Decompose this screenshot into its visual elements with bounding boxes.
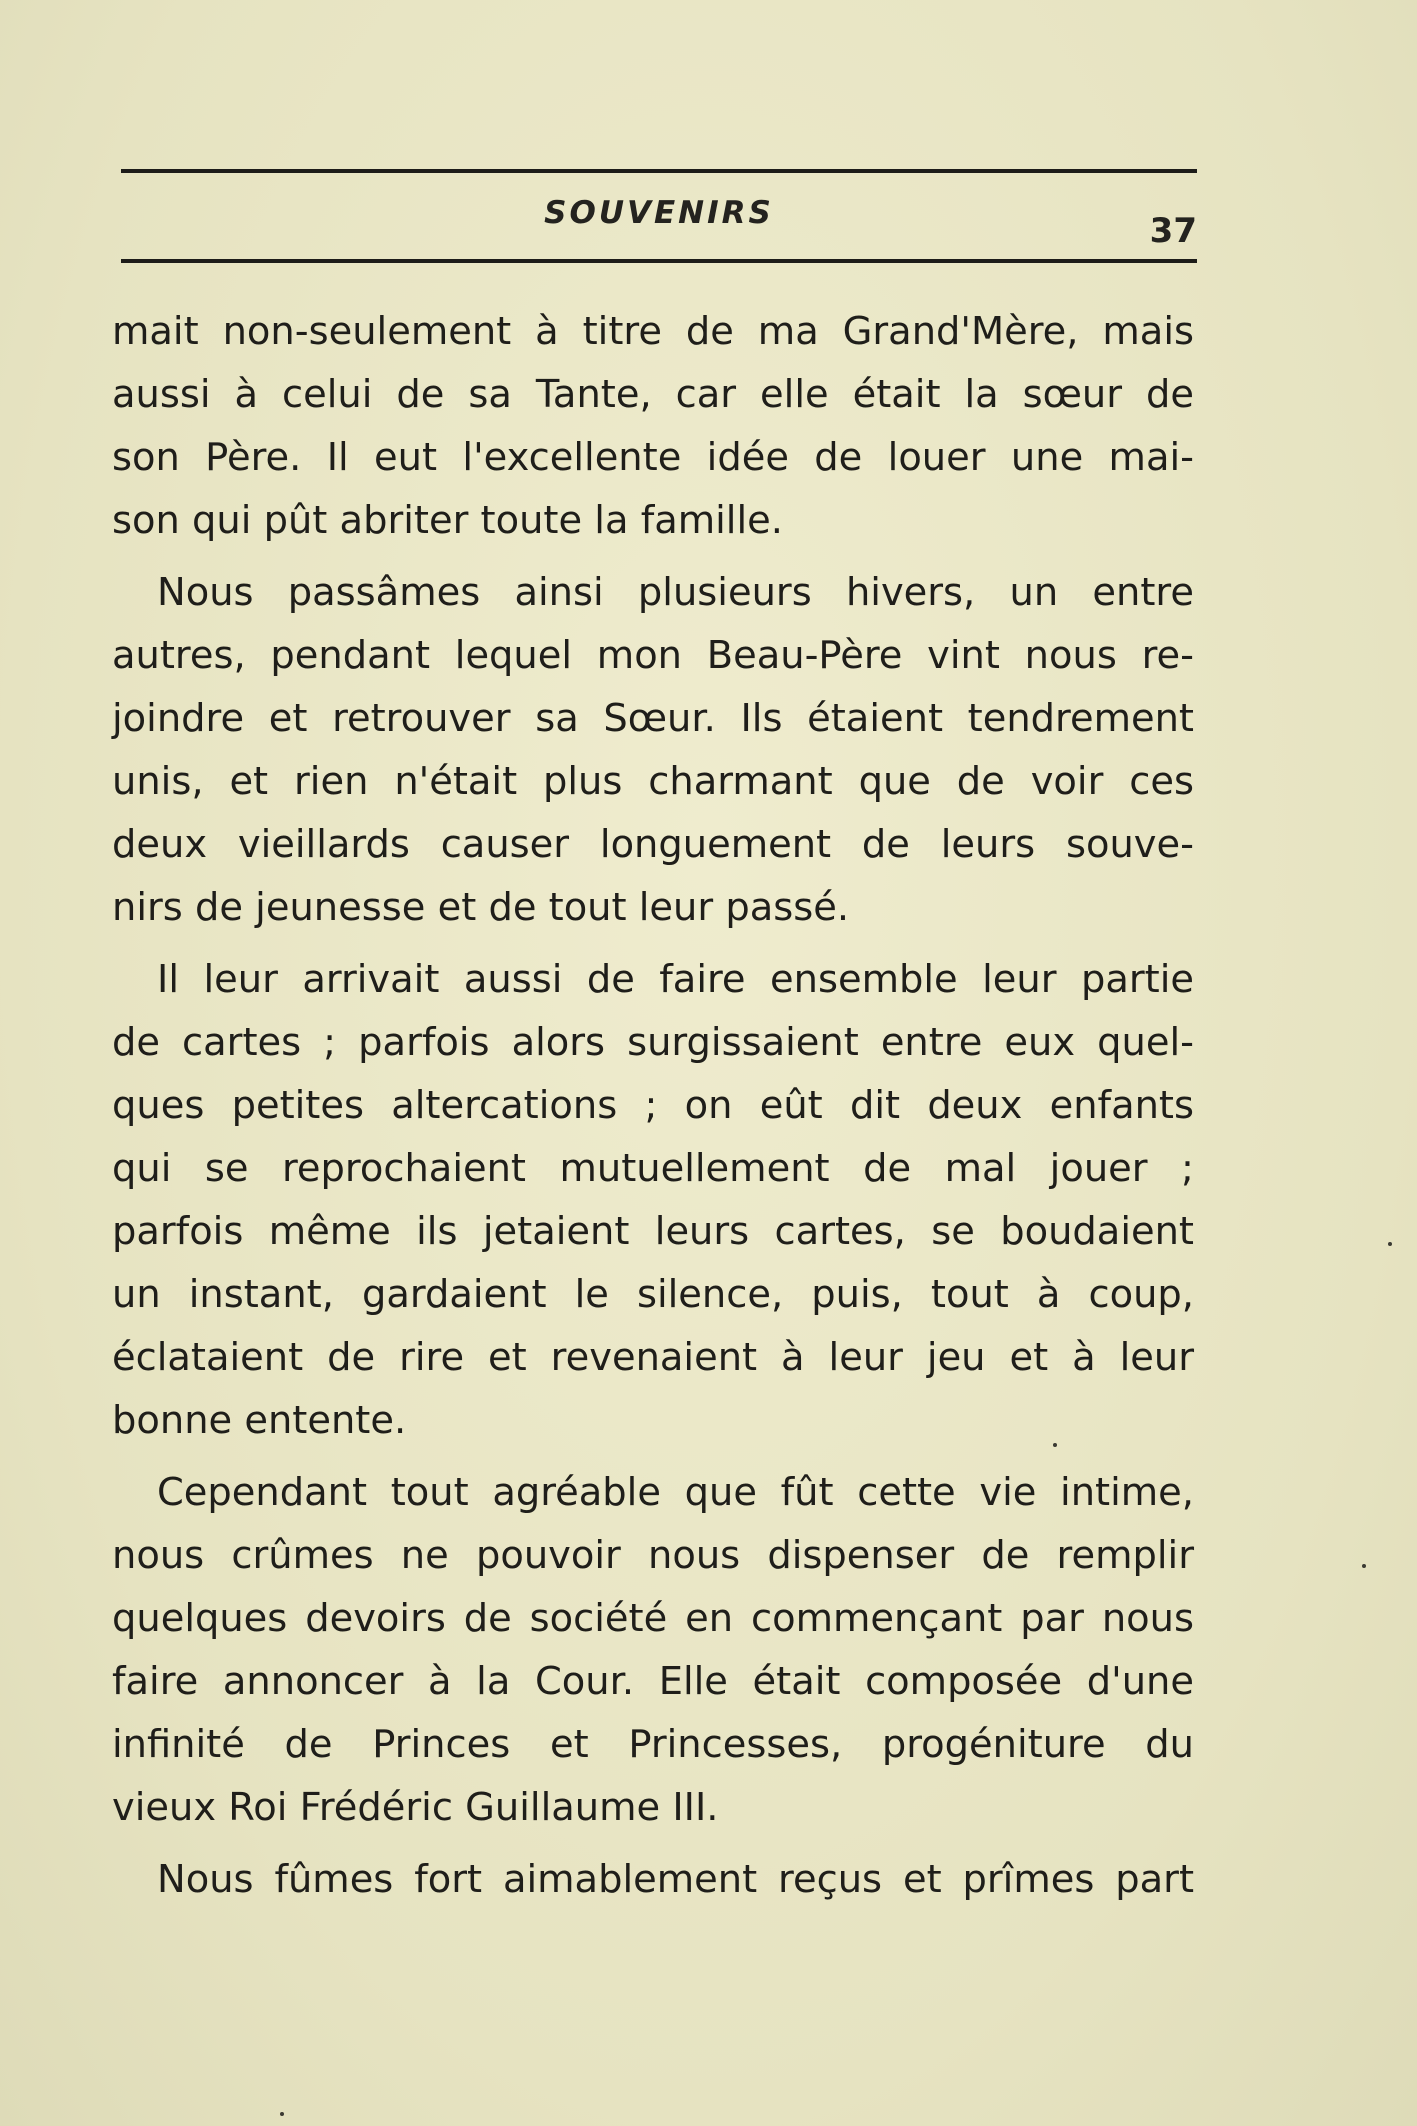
text-line: infinité de Princes et Princesses, progéniture du: [112, 1722, 1194, 1767]
text-line: Il leur arrivait aussi de faire ensemble leur partie: [157, 957, 1194, 1002]
text-line: son Père. Il eut l'excellente idée de louer une mai-: [112, 435, 1194, 480]
running-head: SOUVENIRS: [544, 195, 774, 231]
paper-speck: [1388, 1242, 1392, 1246]
text-line: vieux Roi Frédéric Guillaume III.: [112, 1785, 719, 1830]
text-line: joindre et retrouver sa Sœur. Ils étaient tendrement: [112, 696, 1194, 741]
text-line: faire annoncer à la Cour. Elle était composée d'une: [112, 1659, 1194, 1704]
text-line: nirs de jeunesse et de tout leur passé.: [112, 885, 850, 930]
text-line: parfois même ils jetaient leurs cartes, se boudaient: [112, 1209, 1194, 1254]
paragraph-5: [112, 1848, 1194, 1911]
paragraph-1: [112, 300, 1194, 552]
paper-speck: [1053, 1443, 1057, 1447]
text-line: éclataient de rire et revenaient à leur jeu et à leur: [112, 1335, 1194, 1380]
text-line: nous crûmes ne pouvoir nous dispenser de remplir: [112, 1533, 1194, 1578]
text-line: qui se reprochaient mutuellement de mal jouer ;: [112, 1146, 1194, 1191]
text-line: son qui pût abriter toute la famille.: [112, 498, 783, 543]
header-top-rule: [121, 169, 1197, 173]
text-line: de cartes ; parfois alors surgissaient entre eux quel-: [112, 1020, 1194, 1065]
paragraph-4: [112, 1461, 1194, 1839]
text-line: unis, et rien n'était plus charmant que de voir ces: [112, 759, 1194, 804]
paragraph-2: [112, 561, 1194, 939]
paper-speck: [1362, 1564, 1366, 1568]
body-text: [112, 300, 1194, 1920]
text-line: aussi à celui de sa Tante, car elle était la sœur de: [112, 372, 1194, 417]
text-line: quelques devoirs de société en commençant par nous: [112, 1596, 1194, 1641]
text-line: un instant, gardaient le silence, puis, tout à coup,: [112, 1272, 1194, 1317]
text-line: ques petites altercations ; on eût dit deux enfants: [112, 1083, 1194, 1128]
header-bottom-rule: [121, 259, 1197, 263]
text-line: deux vieillards causer longuement de leurs souve-: [112, 822, 1194, 867]
page-number: 37: [1149, 211, 1197, 251]
text-line: mait non-seulement à titre de ma Grand'Mère, mais: [112, 309, 1194, 354]
text-line: autres, pendant lequel mon Beau-Père vint nous re-: [112, 633, 1194, 678]
paper-speck: [280, 2112, 284, 2116]
text-line: Nous fûmes fort aimablement reçus et prîmes part: [157, 1857, 1194, 1902]
paragraph-3: [112, 948, 1194, 1452]
page-header: [121, 169, 1197, 265]
text-line: Nous passâmes ainsi plusieurs hivers, un entre: [157, 570, 1194, 615]
text-line: Cependant tout agréable que fût cette vie intime,: [157, 1470, 1194, 1515]
text-line: bonne entente.: [112, 1398, 407, 1443]
